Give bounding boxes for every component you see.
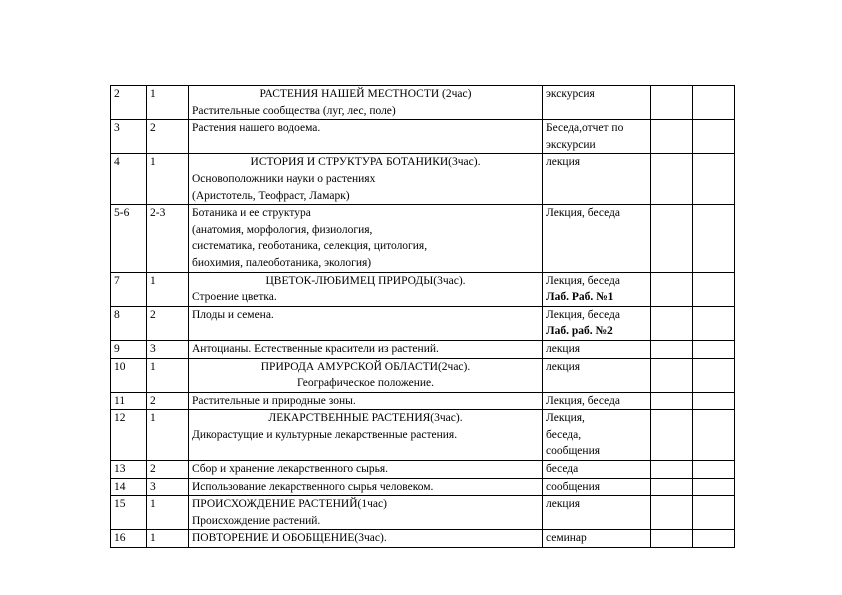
topic-detail: биохимия, палеоботаника, экология): [192, 256, 372, 269]
topic-detail: (Аристотель, Теофраст, Ламарк): [192, 189, 350, 202]
topic-title: ПОВТОРЕНИЕ И ОБОБЩЕНИЕ(3час).: [192, 532, 387, 545]
topic-lesson-number-cell: 1: [147, 86, 189, 120]
date-fact-cell: [693, 272, 735, 306]
topic-cell: [189, 392, 543, 410]
activity-text: Беседа,отчет по: [546, 122, 624, 135]
date-plan-cell: [651, 272, 693, 306]
topic-detail: Географическое положение.: [296, 377, 435, 390]
activity-text: Лекция, беседа: [546, 274, 621, 287]
activity-cell: [543, 461, 651, 479]
date-plan-cell: [651, 530, 693, 548]
lesson-number-cell: 15: [111, 496, 147, 530]
date-plan-cell: [651, 205, 693, 272]
topic-cell: [189, 496, 543, 530]
table-row: [111, 358, 735, 392]
topic-lesson-number-cell: 3: [147, 340, 189, 358]
activity-cell: [543, 340, 651, 358]
table-row: [111, 120, 735, 154]
table-row: [111, 530, 735, 548]
date-plan-cell: [651, 306, 693, 340]
lesson-number-cell: 9: [111, 340, 147, 358]
activity-text: Лекция,: [546, 412, 585, 425]
table-row: [111, 272, 735, 306]
topic-title: ПРИРОДА АМУРСКОЙ ОБЛАСТИ(2час).: [260, 360, 471, 373]
table-row: [111, 410, 735, 461]
activity-text: Лаб. раб. №2: [546, 325, 613, 338]
activity-text: Лекция, беседа: [546, 308, 621, 321]
date-fact-cell: [693, 358, 735, 392]
topic-title: ЦВЕТОК-ЛЮБИМЕЦ ПРИРОДЫ(3час).: [265, 274, 466, 287]
topic-cell: [189, 205, 543, 272]
table-row: [111, 205, 735, 272]
topic-title: ЛЕКАРСТВЕННЫЕ РАСТЕНИЯ(3час).: [268, 412, 463, 425]
lesson-number-cell: 3: [111, 120, 147, 154]
topic-title: Антоцианы. Естественные красители из растений.: [192, 342, 439, 355]
topic-detail: (анатомия, морфология, физиология,: [192, 223, 373, 236]
topic-title: РАСТЕНИЯ НАШЕЙ МЕСТНОСТИ (2час): [259, 88, 472, 100]
lesson-number-cell: 16: [111, 530, 147, 548]
topic-cell: [189, 461, 543, 479]
activity-text: лекция: [546, 360, 581, 373]
activity-text: сообщения: [546, 480, 601, 493]
topic-detail: Дикорастущие и культурные лекарственные растения.: [192, 428, 458, 441]
date-plan-cell: [651, 410, 693, 461]
activity-text: Лекция, беседа: [546, 394, 621, 407]
table-row: [111, 461, 735, 479]
topic-lesson-number-cell: 1: [147, 272, 189, 306]
topic-cell: [189, 410, 543, 461]
activity-cell: [543, 410, 651, 461]
activity-cell: [543, 120, 651, 154]
topic-lesson-number-cell: 1: [147, 496, 189, 530]
table-row: [111, 496, 735, 530]
activity-cell: [543, 530, 651, 548]
date-plan-cell: [651, 154, 693, 205]
topic-title: Сбор и хранение лекарственного сырья.: [192, 463, 389, 476]
topic-lesson-number-cell: 1: [147, 154, 189, 205]
activity-cell: [543, 272, 651, 306]
activity-cell: [543, 205, 651, 272]
date-plan-cell: [651, 461, 693, 479]
topic-lesson-number-cell: 1: [147, 358, 189, 392]
activity-text: лекция: [546, 342, 581, 355]
topic-title: ИСТОРИЯ И СТРУКТУРА БОТАНИКИ(3час).: [250, 156, 481, 169]
topic-cell: [189, 358, 543, 392]
activity-cell: [543, 154, 651, 205]
date-fact-cell: [693, 205, 735, 272]
topic-detail: Происхождение растений.: [192, 514, 321, 527]
date-plan-cell: [651, 496, 693, 530]
table-row: [111, 340, 735, 358]
date-fact-cell: [693, 340, 735, 358]
activity-text: беседа: [546, 463, 579, 476]
topic-cell: [189, 340, 543, 358]
activity-cell: [543, 496, 651, 530]
activity-text: Лекция, беседа: [546, 207, 621, 220]
date-fact-cell: [693, 392, 735, 410]
topic-lesson-number-cell: 3: [147, 478, 189, 496]
topic-lesson-number-cell: 2: [147, 306, 189, 340]
lesson-number-cell: 11: [111, 392, 147, 410]
date-fact-cell: [693, 154, 735, 205]
lesson-number-cell: 10: [111, 358, 147, 392]
lesson-number-cell: 13: [111, 461, 147, 479]
topic-detail: Растительные сообщества (луг, лес, поле): [192, 104, 396, 117]
table-row: [111, 86, 735, 120]
topic-lesson-number-cell: 2-3: [147, 205, 189, 272]
lesson-number-cell: 14: [111, 478, 147, 496]
date-plan-cell: [651, 86, 693, 120]
lesson-number-cell: 4: [111, 154, 147, 205]
topic-lesson-number-cell: 2: [147, 461, 189, 479]
activity-cell: [543, 358, 651, 392]
topic-title: Растительные и природные зоны.: [192, 394, 356, 407]
activity-text: лекция: [546, 156, 581, 169]
activity-text: семинар: [546, 532, 587, 545]
date-fact-cell: [693, 86, 735, 120]
date-fact-cell: [693, 120, 735, 154]
date-plan-cell: [651, 120, 693, 154]
activity-cell: [543, 86, 651, 120]
activity-text: беседа,: [546, 428, 582, 441]
topic-cell: [189, 306, 543, 340]
lesson-number-cell: 8: [111, 306, 147, 340]
activity-cell: [543, 392, 651, 410]
lesson-plan-table: [110, 85, 735, 548]
date-fact-cell: [693, 410, 735, 461]
topic-title: Использование лекарственного сырья человеком.: [192, 480, 434, 493]
topic-cell: [189, 86, 543, 120]
topic-lesson-number-cell: 2: [147, 392, 189, 410]
topic-cell: [189, 530, 543, 548]
topic-lesson-number-cell: 2: [147, 120, 189, 154]
date-fact-cell: [693, 478, 735, 496]
table-row: [111, 306, 735, 340]
topic-cell: [189, 154, 543, 205]
lesson-number-cell: 12: [111, 410, 147, 461]
topic-cell: [189, 272, 543, 306]
topic-cell: [189, 478, 543, 496]
activity-cell: [543, 478, 651, 496]
topic-title: ПРОИСХОЖДЕНИЕ РАСТЕНИЙ(1час): [192, 498, 387, 511]
topic-title: Растения нашего водоема.: [192, 122, 321, 135]
date-plan-cell: [651, 340, 693, 358]
table-row: [111, 154, 735, 205]
lesson-number-cell: 2: [111, 86, 147, 120]
topic-title: Плоды и семена.: [192, 308, 274, 321]
topic-detail: систематика, геоботаника, селекция, цитология,: [192, 240, 428, 253]
date-fact-cell: [693, 306, 735, 340]
topic-title: Ботаника и ее структура: [192, 207, 311, 220]
topic-detail: Строение цветка.: [192, 291, 277, 304]
date-plan-cell: [651, 358, 693, 392]
topic-detail: Основоположники науки о растениях: [192, 172, 376, 185]
activity-text: экскурсии: [546, 138, 596, 151]
activity-text: сообщения: [546, 445, 601, 458]
activity-text: экскурсия: [546, 88, 595, 100]
date-fact-cell: [693, 496, 735, 530]
date-fact-cell: [693, 461, 735, 479]
lesson-number-cell: 7: [111, 272, 147, 306]
topic-lesson-number-cell: 1: [147, 530, 189, 548]
date-plan-cell: [651, 478, 693, 496]
table-row: [111, 478, 735, 496]
lesson-plan-body: [111, 86, 735, 548]
table-row: [111, 392, 735, 410]
activity-text: лекция: [546, 498, 581, 511]
lesson-number-cell: 5-6: [111, 205, 147, 272]
date-plan-cell: [651, 392, 693, 410]
activity-text: Лаб. Раб. №1: [546, 291, 614, 304]
topic-lesson-number-cell: 1: [147, 410, 189, 461]
date-fact-cell: [693, 530, 735, 548]
activity-cell: [543, 306, 651, 340]
topic-cell: [189, 120, 543, 154]
